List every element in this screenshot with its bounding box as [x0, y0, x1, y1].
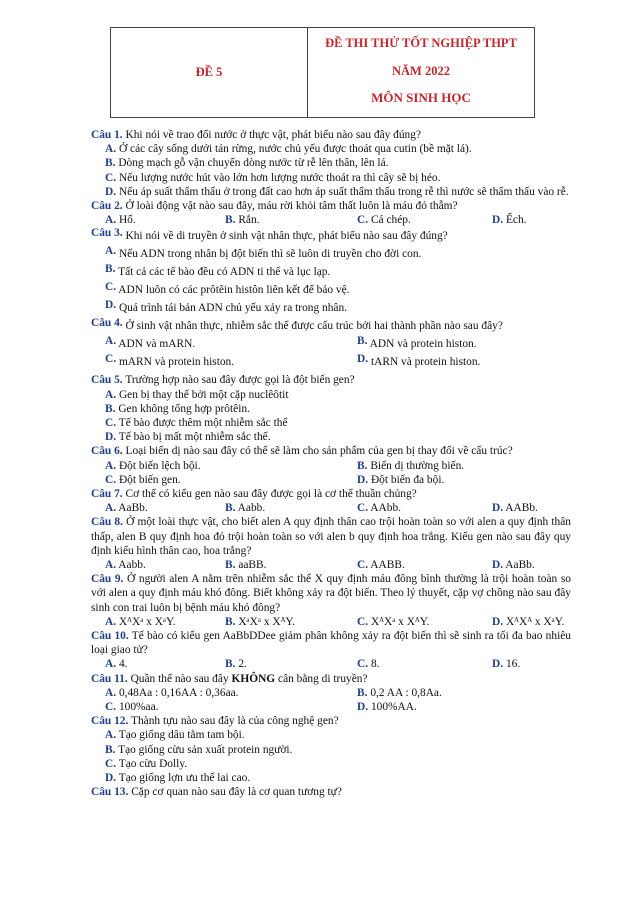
- text-span: B.: [105, 263, 116, 276]
- text-span: Câu 2.: [91, 200, 123, 213]
- exam-subject: MÔN SINH HỌC: [371, 90, 471, 105]
- option-6b: [357, 459, 464, 473]
- option-1b: [91, 156, 571, 170]
- question-6: [91, 444, 571, 458]
- option-3c: [91, 283, 571, 301]
- text-span: Khi nói về trao đổi nước ở thực vật, phát biểu nào sau đây đúng?: [125, 129, 421, 141]
- text-span: A.: [105, 686, 117, 699]
- options-9: [91, 615, 571, 629]
- option-9a: [105, 615, 176, 629]
- text-span: B.: [105, 402, 116, 415]
- text-span: C.: [357, 502, 369, 515]
- text-span: A.: [105, 559, 117, 571]
- text-span: A.: [105, 615, 117, 628]
- option-11b: [357, 686, 442, 700]
- text-span: D.: [105, 185, 117, 198]
- question-9: [91, 572, 571, 615]
- text-span: ADN và protein histon.: [369, 338, 477, 351]
- text-span: Đột biến đa bội.: [370, 473, 445, 486]
- text-span: Biến dị thường biến.: [370, 459, 465, 472]
- text-span: 4.: [118, 658, 128, 671]
- text-span: 100%aa.: [118, 700, 159, 713]
- text-span: B.: [225, 559, 236, 571]
- text-span: Cơ thể có kiểu gen nào sau đây được gọi là cơ thể thuần chủng?: [125, 488, 417, 500]
- option-8c: [357, 558, 405, 572]
- exam-code: ĐỀ 5: [195, 65, 223, 79]
- text-span: D.: [357, 700, 369, 713]
- option-10d: [492, 657, 520, 671]
- text-span: Rắn.: [238, 214, 260, 227]
- text-span: B.: [357, 459, 368, 472]
- text-span: KHÔNG: [231, 672, 276, 685]
- text-span: D.: [105, 771, 117, 784]
- question-7: [91, 487, 571, 501]
- option-7b: [225, 501, 265, 515]
- text-span: Thành tựu nào sau đây là của công nghệ gen?: [131, 715, 339, 728]
- exam-title: ĐỀ THI THỬ TỐT NGHIỆP THPT: [325, 36, 517, 50]
- text-span: tARN và protein histon.: [370, 356, 481, 369]
- text-span: Câu 7.: [91, 488, 123, 500]
- text-span: 0,48Aa : 0,16AA : 0,36aa.: [118, 686, 239, 699]
- option-2b: [225, 213, 260, 227]
- text-span: C.: [105, 281, 117, 294]
- question-10: [91, 629, 571, 657]
- text-span: Gen không tổng hợp prôtêin.: [118, 402, 250, 415]
- text-span: Câu 8.: [91, 516, 123, 529]
- text-span: XᴬXᴬ x XᵃY.: [505, 615, 565, 628]
- option-3d: [91, 301, 571, 319]
- text-span: Ở các cây sống dưới tán rừng, nước chủ yếu được thoát qua cutin (bề mặt lá).: [118, 143, 472, 156]
- text-span: Tạo giống lợn ưu thế lai cao.: [118, 771, 251, 784]
- text-span: B.: [225, 502, 236, 515]
- text-span: C.: [357, 615, 369, 628]
- text-span: ADN luôn có các prôtêin histôn liên kết để bảo vệ.: [118, 284, 350, 297]
- text-span: Tạo cừu Dolly.: [118, 757, 188, 770]
- text-span: Tạo giống cừu sản xuất protein người.: [118, 743, 293, 756]
- text-span: Cá chép.: [370, 214, 411, 227]
- text-span: 0,2 AA : 0,8Aa.: [370, 686, 442, 699]
- text-span: Tế bào bị mất một nhiễm sắc thể.: [118, 431, 271, 444]
- option-9b: [225, 615, 295, 629]
- text-span: Câu 3.: [91, 227, 123, 240]
- question-1: [91, 128, 571, 142]
- option-2c: [357, 213, 411, 227]
- options-6cd: [91, 473, 571, 487]
- text-span: Dòng mạch gỗ vận chuyển dòng nước từ rễ lên thân, lên lá.: [118, 157, 389, 170]
- text-span: Câu 4.: [91, 317, 123, 330]
- option-11c: [105, 700, 158, 714]
- text-span: Ở sinh vật nhân thực, nhiễm sắc thể được cấu trúc bởi hai thành phần nào sau đây?: [125, 320, 503, 333]
- options-11ab: [91, 686, 571, 700]
- text-span: Câu 6.: [91, 445, 123, 458]
- text-span: 16.: [505, 658, 521, 671]
- text-span: D.: [357, 353, 369, 366]
- text-span: Tạo giống dâu tằm tam bội.: [118, 729, 245, 742]
- text-span: Nếu ADN trong nhân bị đột biến thì sẽ luôn di truyền cho đời con.: [118, 248, 422, 261]
- text-span: Câu 5.: [91, 374, 123, 387]
- text-span: B.: [225, 214, 236, 227]
- text-span: C.: [357, 214, 369, 227]
- options-11cd: [91, 700, 571, 714]
- option-6d: [357, 473, 444, 487]
- text-span: mARN và protein histon.: [118, 356, 235, 369]
- options-10: [91, 657, 571, 671]
- text-span: A.: [105, 214, 117, 227]
- text-span: Tế bào được thêm một nhiễm sắc thể: [118, 417, 288, 430]
- text-span: C.: [357, 658, 369, 671]
- text-span: C.: [105, 757, 117, 770]
- option-8b: [225, 558, 266, 572]
- text-span: D.: [105, 299, 117, 312]
- option-6c: [105, 473, 181, 487]
- option-5a: [91, 388, 571, 402]
- option-5c: [91, 416, 571, 430]
- text-span: AABb.: [505, 502, 538, 515]
- text-span: Aabb.: [118, 559, 146, 571]
- text-span: XᵃXᵃ x XᴬY.: [238, 615, 296, 628]
- text-span: Cặp cơ quan nào sau đây là cơ quan tương tự?: [131, 786, 342, 799]
- text-span: A.: [105, 459, 117, 472]
- question-list: [91, 128, 571, 799]
- text-span: D.: [105, 431, 117, 444]
- text-span: D.: [492, 502, 504, 515]
- text-span: aaBB.: [238, 559, 267, 571]
- option-4d: [357, 355, 480, 369]
- option-12b: [91, 743, 571, 757]
- option-1a: [91, 142, 571, 156]
- text-span: B.: [225, 658, 236, 671]
- text-span: A.: [105, 143, 117, 156]
- text-span: Đột biến lệch bội.: [118, 459, 201, 472]
- text-span: AAbb.: [370, 502, 401, 515]
- question-12: [91, 714, 571, 728]
- question-13: [91, 785, 571, 799]
- exam-year: NĂM 2022: [392, 64, 450, 78]
- option-9d: [492, 615, 564, 629]
- option-7c: [357, 501, 401, 515]
- option-7d: [492, 501, 538, 515]
- text-span: Ở loài động vật nào sau đây, máu rời khỏi tâm thất luôn là máu đỏ thẫm?: [125, 200, 458, 213]
- text-span: C.: [105, 417, 117, 430]
- question-11: [91, 672, 571, 686]
- text-span: C.: [105, 473, 117, 486]
- text-span: cân bằng di truyền?: [278, 672, 368, 685]
- option-1c: [91, 171, 571, 185]
- text-span: Quần thể nào sau đây: [130, 672, 229, 685]
- text-span: ADN và mARN.: [118, 338, 196, 351]
- text-span: Câu 11.: [91, 672, 128, 685]
- text-span: AaBb.: [118, 502, 148, 515]
- question-5: [91, 373, 571, 387]
- text-span: D.: [492, 615, 504, 628]
- text-span: Ở một loài thực vật, cho biết alen A quy định thân cao trội hoàn toàn so với alen a quy định thân thấp, alen B quy định hoa đỏ trội hoàn toàn so với alen b quy định hoa trắng. Kiểu gen nào sau đây quy định kiểu hình thân cao, hoa trắng?: [91, 516, 571, 557]
- exam-title-cell: [308, 28, 534, 117]
- option-10a: [105, 657, 127, 671]
- question-3: [91, 229, 571, 247]
- option-2a: [105, 213, 136, 227]
- text-span: XᴬXᵃ x XᵃY.: [118, 615, 176, 628]
- option-5d: [91, 430, 571, 444]
- question-8: [91, 515, 571, 558]
- options-7: [91, 501, 571, 515]
- text-span: C.: [357, 559, 369, 571]
- option-1d: [91, 185, 571, 199]
- option-12a: [91, 728, 571, 742]
- text-span: AABB.: [370, 559, 405, 571]
- option-4a: [105, 337, 195, 351]
- exam-code-cell: [111, 28, 308, 117]
- text-span: Nếu áp suất thẩm thấu ở trong đất cao hơn áp suất thẩm thấu trong rễ thì nước sẽ thẩm thấu vào rễ.: [118, 185, 569, 198]
- question-4: [91, 319, 571, 337]
- exam-header-table: [110, 27, 535, 118]
- text-span: 8.: [370, 658, 380, 671]
- text-span: C.: [105, 171, 117, 184]
- text-span: A.: [105, 245, 117, 258]
- text-span: A.: [105, 502, 117, 515]
- text-span: D.: [357, 473, 369, 486]
- option-4c: [105, 355, 234, 369]
- option-12d: [91, 771, 571, 785]
- text-span: Ở người alen A nằm trên nhiễm sắc thể X quy định máu đông bình thường là trội hoàn toàn so với alen a quy định máu khó đông. Biết không xảy ra đột biến. Theo lý thuyết, cặp vợ chồng nào sau đây sinh con trai luôn bị bệnh máu khó đông?: [91, 573, 571, 614]
- text-span: Câu 9.: [91, 573, 124, 586]
- text-span: Tất cả các tế bào đều có ADN ti thể và lục lạp.: [118, 266, 331, 279]
- options-4ab: [91, 337, 571, 355]
- text-span: Gen bị thay thế bởi một cặp nuclêôtit: [118, 388, 289, 401]
- text-span: Tế bào có kiểu gen AaBbDDee giảm phân không xảy ra đột biến thì sẽ sinh ra tối đa bao nhiêu loại giao tử?: [91, 629, 571, 657]
- option-3b: [91, 265, 571, 283]
- option-7a: [105, 501, 148, 515]
- option-3a: [91, 247, 571, 265]
- text-span: D.: [492, 658, 504, 671]
- text-span: B.: [105, 157, 116, 170]
- text-span: Câu 13.: [91, 786, 129, 799]
- option-11a: [105, 686, 239, 700]
- text-span: B.: [105, 743, 116, 756]
- text-span: Câu 12.: [91, 715, 129, 728]
- text-span: C.: [105, 353, 117, 366]
- option-2d: [492, 213, 527, 227]
- text-span: A.: [105, 729, 117, 742]
- text-span: Loại biến dị nào sau đây có thể sẽ làm cho sản phẩm của gen bị thay đổi về cấu trúc?: [125, 445, 513, 458]
- text-span: Trường hợp nào sau đây được gọi là đột biến gen?: [125, 374, 355, 387]
- options-6ab: [91, 459, 571, 473]
- text-span: D.: [492, 559, 504, 571]
- text-span: B.: [225, 615, 236, 628]
- options-4cd: [91, 355, 571, 373]
- text-span: Quá trình tái bản ADN chủ yếu xảy ra trong nhân.: [118, 302, 348, 315]
- text-span: Hổ.: [118, 214, 136, 227]
- option-8d: [492, 558, 535, 572]
- text-span: AaBb.: [505, 559, 535, 571]
- option-8a: [105, 558, 146, 572]
- option-12c: [91, 757, 571, 771]
- option-6a: [105, 459, 201, 473]
- text-span: B.: [357, 686, 368, 699]
- text-span: A.: [105, 388, 117, 401]
- text-span: 2.: [238, 658, 247, 671]
- options-2: [91, 213, 571, 227]
- option-9c: [357, 615, 429, 629]
- option-5b: [91, 402, 571, 416]
- text-span: B.: [357, 335, 368, 348]
- text-span: Aabb.: [237, 502, 266, 515]
- option-11d: [357, 700, 417, 714]
- text-span: Khi nói về di truyền ở sinh vật nhân thực, phát biểu nào sau đây đúng?: [125, 230, 448, 243]
- question-2: [91, 199, 571, 213]
- text-span: XᴬXᵃ x XᴬY.: [370, 615, 430, 628]
- text-span: Câu 10.: [91, 629, 129, 642]
- text-span: A.: [105, 658, 117, 671]
- text-span: Nếu lượng nước hút vào lớn hơn lượng nước thoát ra thì cây sẽ bị héo.: [118, 171, 441, 184]
- text-span: Đột biến gen.: [118, 473, 181, 486]
- text-span: A.: [105, 335, 117, 348]
- text-span: Câu 1.: [91, 129, 123, 141]
- text-span: Ếch.: [505, 214, 527, 227]
- option-4b: [357, 337, 477, 351]
- option-10c: [357, 657, 379, 671]
- options-8: [91, 558, 571, 572]
- text-span: D.: [492, 214, 504, 227]
- text-span: 100%AA.: [370, 700, 417, 713]
- text-span: C.: [105, 700, 117, 713]
- option-10b: [225, 657, 247, 671]
